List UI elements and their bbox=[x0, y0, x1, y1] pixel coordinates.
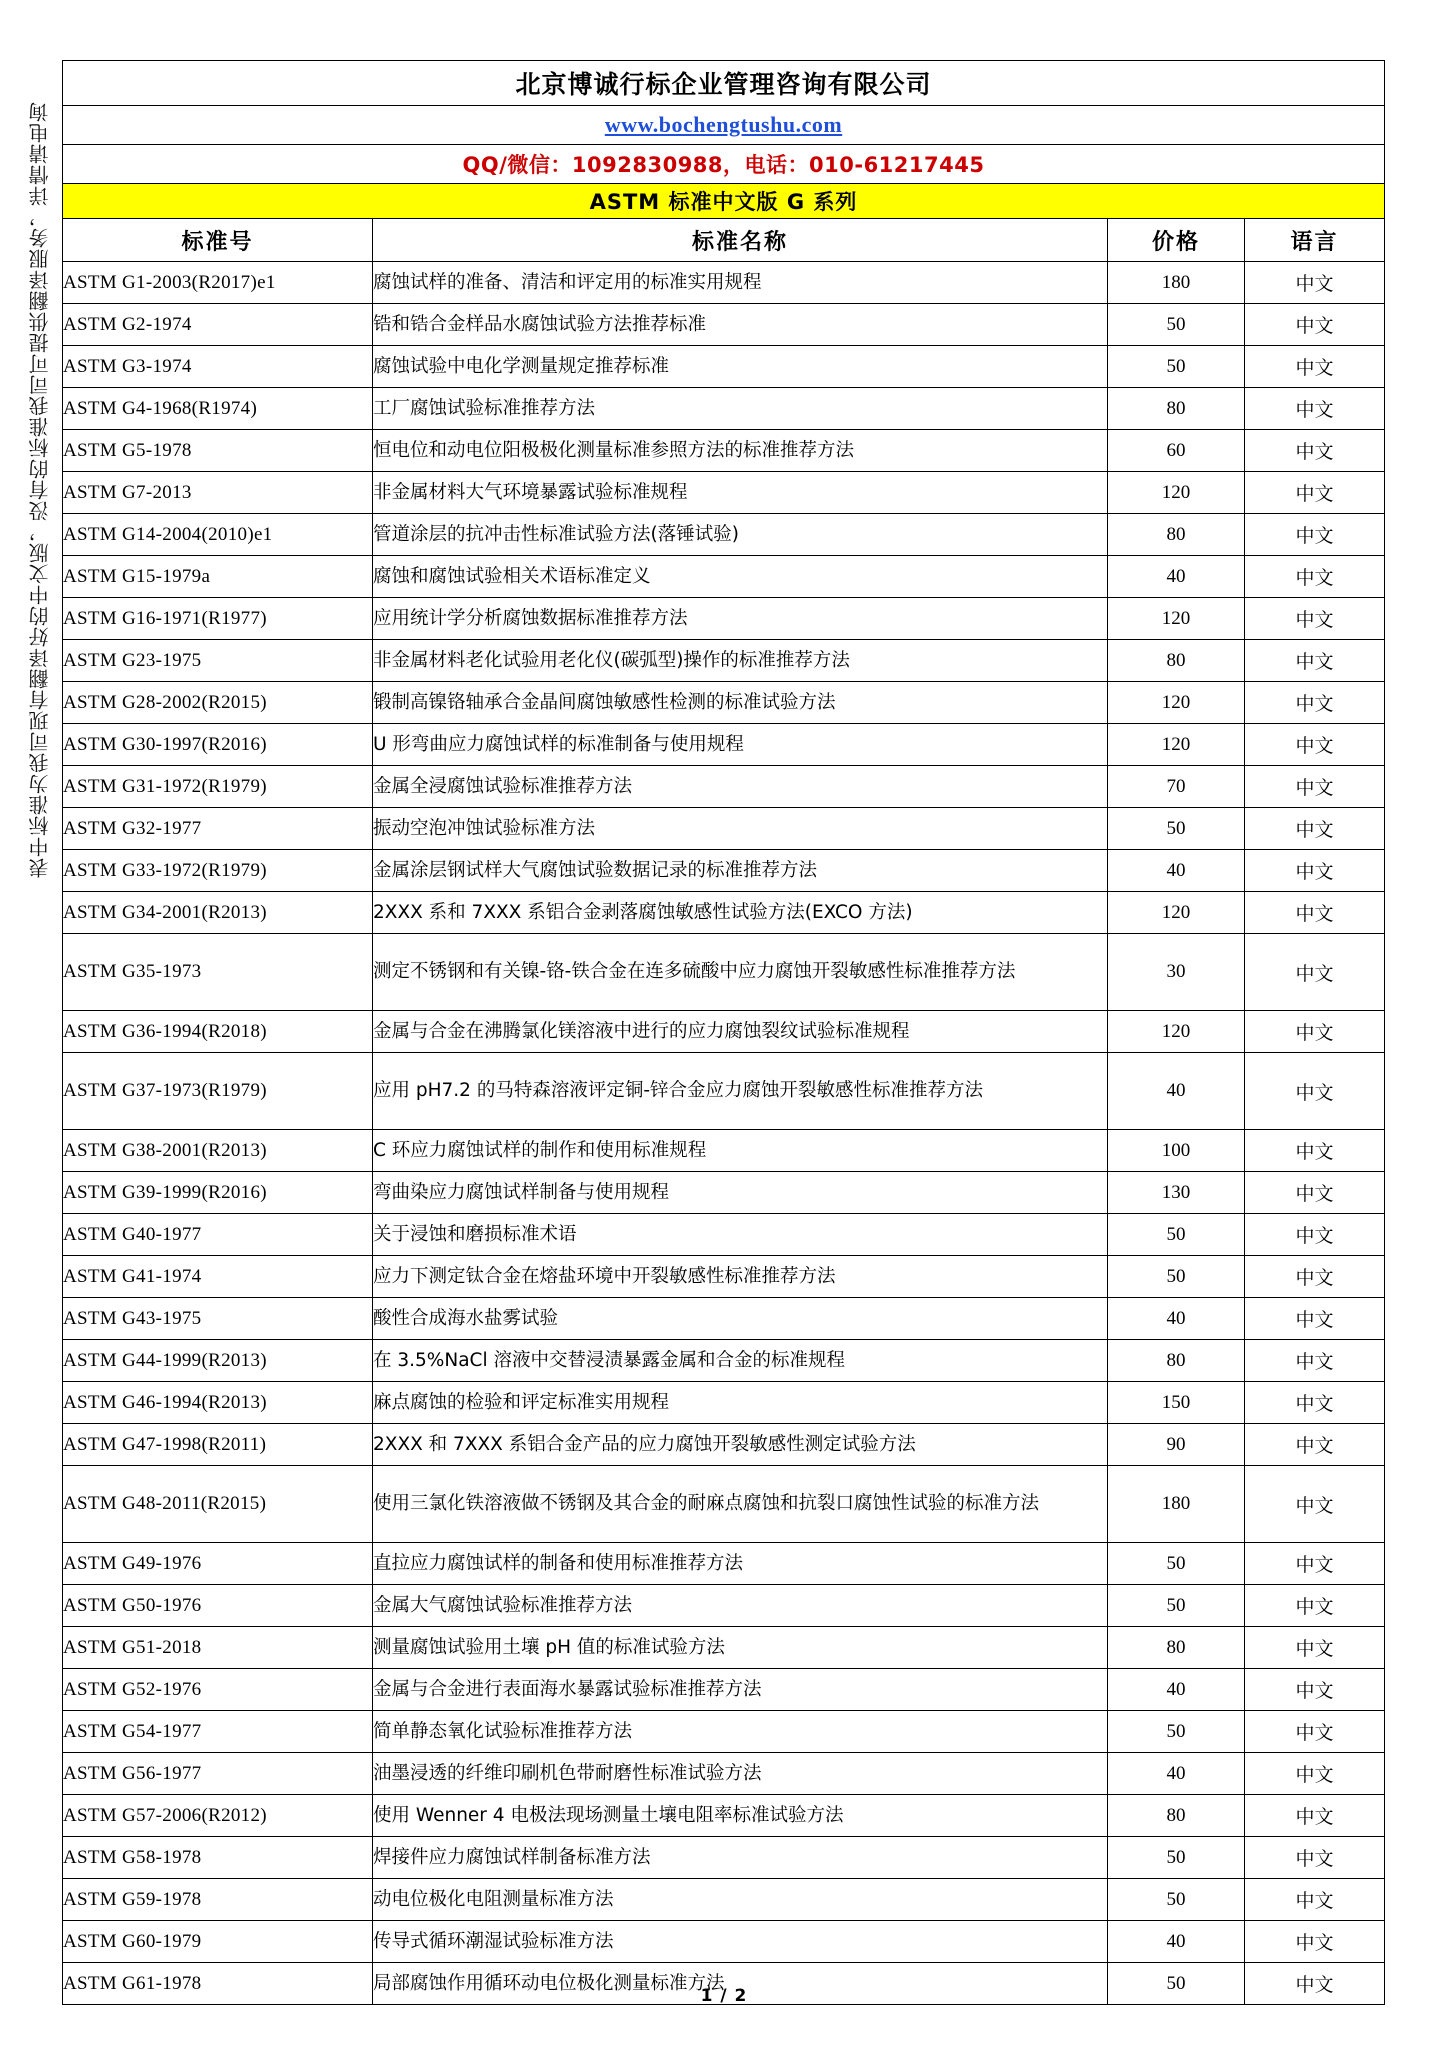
cell-standard-no: ASTM G14-2004(2010)e1 bbox=[63, 514, 373, 556]
cell-language: 中文 bbox=[1245, 934, 1385, 1011]
cell-language: 中文 bbox=[1245, 1382, 1385, 1424]
cell-standard-no: ASTM G16-1971(R1977) bbox=[63, 598, 373, 640]
cell-language: 中文 bbox=[1245, 1879, 1385, 1921]
cell-price: 120 bbox=[1108, 892, 1245, 934]
cell-standard-no: ASTM G59-1978 bbox=[63, 1879, 373, 1921]
cell-standard-no: ASTM G54-1977 bbox=[63, 1711, 373, 1753]
cell-standard-no: ASTM G15-1979a bbox=[63, 556, 373, 598]
cell-language: 中文 bbox=[1245, 724, 1385, 766]
cell-language: 中文 bbox=[1245, 808, 1385, 850]
table-row bbox=[63, 1298, 1385, 1340]
cell-price: 40 bbox=[1108, 1298, 1245, 1340]
cell-standard-name: 腐蚀和腐蚀试验相关术语标准定义 bbox=[373, 556, 1108, 598]
cell-standard-no: ASTM G57-2006(R2012) bbox=[63, 1795, 373, 1837]
column-header-price: 价格 bbox=[1108, 219, 1245, 262]
cell-standard-no: ASTM G35-1973 bbox=[63, 934, 373, 1011]
cell-standard-no: ASTM G50-1976 bbox=[63, 1585, 373, 1627]
cell-standard-no: ASTM G52-1976 bbox=[63, 1669, 373, 1711]
cell-standard-no: ASTM G1-2003(R2017)e1 bbox=[63, 262, 373, 304]
cell-language: 中文 bbox=[1245, 640, 1385, 682]
cell-price: 40 bbox=[1108, 850, 1245, 892]
cell-standard-no: ASTM G44-1999(R2013) bbox=[63, 1340, 373, 1382]
cell-standard-name: 油墨浸透的纤维印刷机色带耐磨性标准试验方法 bbox=[373, 1753, 1108, 1795]
table-row bbox=[63, 1543, 1385, 1585]
table-row bbox=[63, 430, 1385, 472]
cell-standard-name: 传导式循环潮湿试验标准方法 bbox=[373, 1921, 1108, 1963]
cell-standard-no: ASTM G31-1972(R1979) bbox=[63, 766, 373, 808]
cell-price: 150 bbox=[1108, 1382, 1245, 1424]
vertical-side-note: 表中标准为我司现有翻译好的中文版，没有的标准我司可提供翻译服务，详情请电询 bbox=[28, 101, 52, 878]
cell-standard-name: 恒电位和动电位阳极极化测量标准参照方法的标准推荐方法 bbox=[373, 430, 1108, 472]
table-row bbox=[63, 388, 1385, 430]
cell-price: 120 bbox=[1108, 724, 1245, 766]
cell-price: 80 bbox=[1108, 514, 1245, 556]
cell-price: 100 bbox=[1108, 1130, 1245, 1172]
cell-standard-name: 局部腐蚀作用循环动电位极化测量标准方法 bbox=[373, 1963, 1108, 2005]
table-row bbox=[63, 1837, 1385, 1879]
standards-table bbox=[62, 60, 1385, 2005]
cell-language: 中文 bbox=[1245, 1053, 1385, 1130]
website-cell bbox=[63, 106, 1385, 145]
table-row bbox=[63, 598, 1385, 640]
table-row bbox=[63, 724, 1385, 766]
cell-standard-name: 金属全浸腐蚀试验标准推荐方法 bbox=[373, 766, 1108, 808]
cell-standard-name: 关于浸蚀和磨损标准术语 bbox=[373, 1214, 1108, 1256]
cell-standard-no: ASTM G2-1974 bbox=[63, 304, 373, 346]
cell-language: 中文 bbox=[1245, 1340, 1385, 1382]
cell-standard-no: ASTM G41-1974 bbox=[63, 1256, 373, 1298]
table-row bbox=[63, 1466, 1385, 1543]
table-row bbox=[63, 1053, 1385, 1130]
contact-info: QQ/微信：1092830988，电话：010-61217445 bbox=[63, 145, 1385, 184]
cell-language: 中文 bbox=[1245, 1795, 1385, 1837]
cell-standard-no: ASTM G47-1998(R2011) bbox=[63, 1424, 373, 1466]
cell-standard-no: ASTM G39-1999(R2016) bbox=[63, 1172, 373, 1214]
cell-standard-name: 麻点腐蚀的检验和评定标准实用规程 bbox=[373, 1382, 1108, 1424]
cell-standard-name: 管道涂层的抗冲击性标准试验方法(落锤试验) bbox=[373, 514, 1108, 556]
cell-price: 30 bbox=[1108, 934, 1245, 1011]
cell-language: 中文 bbox=[1245, 1753, 1385, 1795]
cell-language: 中文 bbox=[1245, 556, 1385, 598]
table-row bbox=[63, 1382, 1385, 1424]
cell-standard-no: ASTM G40-1977 bbox=[63, 1214, 373, 1256]
cell-price: 70 bbox=[1108, 766, 1245, 808]
table-row bbox=[63, 1214, 1385, 1256]
cell-language: 中文 bbox=[1245, 1130, 1385, 1172]
table-row bbox=[63, 1795, 1385, 1837]
cell-language: 中文 bbox=[1245, 1298, 1385, 1340]
cell-standard-no: ASTM G49-1976 bbox=[63, 1543, 373, 1585]
cell-standard-name: 腐蚀试验中电化学测量规定推荐标准 bbox=[373, 346, 1108, 388]
cell-price: 120 bbox=[1108, 472, 1245, 514]
cell-standard-name: 锆和锆合金样品水腐蚀试验方法推荐标准 bbox=[373, 304, 1108, 346]
cell-price: 40 bbox=[1108, 1669, 1245, 1711]
cell-standard-name: 金属与合金在沸腾氯化镁溶液中进行的应力腐蚀裂纹试验标准规程 bbox=[373, 1011, 1108, 1053]
cell-language: 中文 bbox=[1245, 1837, 1385, 1879]
cell-standard-no: ASTM G28-2002(R2015) bbox=[63, 682, 373, 724]
cell-language: 中文 bbox=[1245, 430, 1385, 472]
cell-price: 40 bbox=[1108, 556, 1245, 598]
cell-standard-name: 应用 pH7.2 的马特森溶液评定铜-锌合金应力腐蚀开裂敏感性标准推荐方法 bbox=[373, 1053, 1108, 1130]
cell-standard-name: 金属涂层钢试样大气腐蚀试验数据记录的标准推荐方法 bbox=[373, 850, 1108, 892]
table-row bbox=[63, 1256, 1385, 1298]
table-row bbox=[63, 808, 1385, 850]
cell-price: 40 bbox=[1108, 1921, 1245, 1963]
cell-language: 中文 bbox=[1245, 472, 1385, 514]
cell-standard-no: ASTM G7-2013 bbox=[63, 472, 373, 514]
cell-price: 180 bbox=[1108, 262, 1245, 304]
cell-language: 中文 bbox=[1245, 598, 1385, 640]
cell-language: 中文 bbox=[1245, 1711, 1385, 1753]
cell-language: 中文 bbox=[1245, 1424, 1385, 1466]
cell-language: 中文 bbox=[1245, 1172, 1385, 1214]
column-header-standard-no: 标准号 bbox=[63, 219, 373, 262]
cell-standard-name: 酸性合成海水盐雾试验 bbox=[373, 1298, 1108, 1340]
cell-standard-name: 使用 Wenner 4 电极法现场测量土壤电阻率标准试验方法 bbox=[373, 1795, 1108, 1837]
cell-price: 120 bbox=[1108, 598, 1245, 640]
cell-standard-name: 应力下测定钛合金在熔盐环境中开裂敏感性标准推荐方法 bbox=[373, 1256, 1108, 1298]
cell-standard-name: 焊接件应力腐蚀试样制备标准方法 bbox=[373, 1837, 1108, 1879]
cell-standard-no: ASTM G36-1994(R2018) bbox=[63, 1011, 373, 1053]
cell-language: 中文 bbox=[1245, 304, 1385, 346]
cell-standard-name: 简单静态氧化试验标准推荐方法 bbox=[373, 1711, 1108, 1753]
table-row bbox=[63, 1879, 1385, 1921]
table-row bbox=[63, 262, 1385, 304]
cell-standard-no: ASTM G34-2001(R2013) bbox=[63, 892, 373, 934]
cell-standard-no: ASTM G23-1975 bbox=[63, 640, 373, 682]
cell-language: 中文 bbox=[1245, 892, 1385, 934]
cell-language: 中文 bbox=[1245, 1543, 1385, 1585]
page-indicator: 1 / 2 bbox=[700, 1986, 748, 2006]
cell-standard-name: 直拉应力腐蚀试样的制备和使用标准推荐方法 bbox=[373, 1543, 1108, 1585]
table-row bbox=[63, 1130, 1385, 1172]
table-row bbox=[63, 1011, 1385, 1053]
cell-standard-name: 2XXX 和 7XXX 系铝合金产品的应力腐蚀开裂敏感性测定试验方法 bbox=[373, 1424, 1108, 1466]
table-row bbox=[63, 766, 1385, 808]
cell-price: 50 bbox=[1108, 304, 1245, 346]
cell-standard-name: 弯曲染应力腐蚀试样制备与使用规程 bbox=[373, 1172, 1108, 1214]
cell-language: 中文 bbox=[1245, 766, 1385, 808]
cell-price: 50 bbox=[1108, 1879, 1245, 1921]
table-row bbox=[63, 346, 1385, 388]
cell-language: 中文 bbox=[1245, 1466, 1385, 1543]
cell-language: 中文 bbox=[1245, 1214, 1385, 1256]
cell-standard-no: ASTM G38-2001(R2013) bbox=[63, 1130, 373, 1172]
website-link[interactable]: www.bochengtushu.com bbox=[604, 112, 843, 137]
cell-standard-name: 非金属材料老化试验用老化仪(碳弧型)操作的标准推荐方法 bbox=[373, 640, 1108, 682]
cell-language: 中文 bbox=[1245, 682, 1385, 724]
table-row bbox=[63, 304, 1385, 346]
cell-language: 中文 bbox=[1245, 1669, 1385, 1711]
table-row bbox=[63, 472, 1385, 514]
cell-standard-no: ASTM G58-1978 bbox=[63, 1837, 373, 1879]
cell-price: 50 bbox=[1108, 1543, 1245, 1585]
table-row bbox=[63, 1585, 1385, 1627]
cell-standard-no: ASTM G5-1978 bbox=[63, 430, 373, 472]
column-header-standard-name: 标准名称 bbox=[373, 219, 1108, 262]
cell-price: 180 bbox=[1108, 1466, 1245, 1543]
table-row bbox=[63, 1669, 1385, 1711]
table-row bbox=[63, 556, 1385, 598]
cell-standard-name: U 形弯曲应力腐蚀试样的标准制备与使用规程 bbox=[373, 724, 1108, 766]
table-row bbox=[63, 1340, 1385, 1382]
company-name: 北京博诚行标企业管理咨询有限公司 bbox=[63, 61, 1385, 106]
cell-standard-name: 工厂腐蚀试验标准推荐方法 bbox=[373, 388, 1108, 430]
table-row bbox=[63, 1753, 1385, 1795]
cell-price: 80 bbox=[1108, 388, 1245, 430]
cell-price: 90 bbox=[1108, 1424, 1245, 1466]
cell-language: 中文 bbox=[1245, 1585, 1385, 1627]
cell-language: 中文 bbox=[1245, 388, 1385, 430]
table-body bbox=[63, 61, 1385, 2005]
column-header-row bbox=[63, 219, 1385, 262]
cell-standard-no: ASTM G37-1973(R1979) bbox=[63, 1053, 373, 1130]
table-row bbox=[63, 682, 1385, 724]
cell-standard-name: 振动空泡冲蚀试验标准方法 bbox=[373, 808, 1108, 850]
table-row bbox=[63, 640, 1385, 682]
cell-price: 50 bbox=[1108, 1711, 1245, 1753]
cell-language: 中文 bbox=[1245, 1627, 1385, 1669]
table-row bbox=[63, 514, 1385, 556]
table-row bbox=[63, 1424, 1385, 1466]
table-row bbox=[63, 850, 1385, 892]
contact-header-row bbox=[63, 145, 1385, 184]
cell-language: 中文 bbox=[1245, 1256, 1385, 1298]
cell-price: 130 bbox=[1108, 1172, 1245, 1214]
cell-standard-no: ASTM G32-1977 bbox=[63, 808, 373, 850]
cell-language: 中文 bbox=[1245, 1921, 1385, 1963]
cell-standard-no: ASTM G61-1978 bbox=[63, 1963, 373, 2005]
cell-price: 50 bbox=[1108, 1963, 1245, 2005]
cell-standard-name: 测量腐蚀试验用土壤 pH 值的标准试验方法 bbox=[373, 1627, 1108, 1669]
series-title-row bbox=[63, 184, 1385, 219]
cell-standard-no: ASTM G4-1968(R1974) bbox=[63, 388, 373, 430]
cell-language: 中文 bbox=[1245, 514, 1385, 556]
cell-standard-name: 使用三氯化铁溶液做不锈钢及其合金的耐麻点腐蚀和抗裂口腐蚀性试验的标准方法 bbox=[373, 1466, 1108, 1543]
cell-standard-name: 金属与合金进行表面海水暴露试验标准推荐方法 bbox=[373, 1669, 1108, 1711]
cell-price: 50 bbox=[1108, 346, 1245, 388]
cell-price: 80 bbox=[1108, 1627, 1245, 1669]
table-row bbox=[63, 1172, 1385, 1214]
cell-price: 50 bbox=[1108, 1837, 1245, 1879]
cell-standard-name: 测定不锈钢和有关镍-铬-铁合金在连多硫酸中应力腐蚀开裂敏感性标准推荐方法 bbox=[373, 934, 1108, 1011]
table-row bbox=[63, 892, 1385, 934]
table-row bbox=[63, 934, 1385, 1011]
cell-language: 中文 bbox=[1245, 262, 1385, 304]
cell-price: 50 bbox=[1108, 1256, 1245, 1298]
company-header-row bbox=[63, 61, 1385, 106]
cell-standard-name: 在 3.5%NaCl 溶液中交替浸渍暴露金属和合金的标准规程 bbox=[373, 1340, 1108, 1382]
cell-standard-name: 动电位极化电阻测量标准方法 bbox=[373, 1879, 1108, 1921]
cell-standard-no: ASTM G30-1997(R2016) bbox=[63, 724, 373, 766]
table-row bbox=[63, 1711, 1385, 1753]
cell-standard-name: 非金属材料大气环境暴露试验标准规程 bbox=[373, 472, 1108, 514]
cell-price: 80 bbox=[1108, 1340, 1245, 1382]
cell-language: 中文 bbox=[1245, 850, 1385, 892]
cell-price: 60 bbox=[1108, 430, 1245, 472]
cell-standard-no: ASTM G60-1979 bbox=[63, 1921, 373, 1963]
cell-standard-no: ASTM G51-2018 bbox=[63, 1627, 373, 1669]
series-title: ASTM 标准中文版 G 系列 bbox=[63, 184, 1385, 219]
cell-price: 80 bbox=[1108, 640, 1245, 682]
column-header-language: 语言 bbox=[1245, 219, 1385, 262]
cell-standard-no: ASTM G33-1972(R1979) bbox=[63, 850, 373, 892]
cell-standard-name: 2XXX 系和 7XXX 系铝合金剥落腐蚀敏感性试验方法(EXCO 方法) bbox=[373, 892, 1108, 934]
cell-standard-no: ASTM G56-1977 bbox=[63, 1753, 373, 1795]
cell-language: 中文 bbox=[1245, 1963, 1385, 2005]
cell-language: 中文 bbox=[1245, 1011, 1385, 1053]
cell-price: 120 bbox=[1108, 1011, 1245, 1053]
cell-price: 50 bbox=[1108, 1214, 1245, 1256]
cell-standard-name: C 环应力腐蚀试样的制作和使用标准规程 bbox=[373, 1130, 1108, 1172]
cell-language: 中文 bbox=[1245, 346, 1385, 388]
cell-price: 50 bbox=[1108, 1585, 1245, 1627]
cell-standard-no: ASTM G43-1975 bbox=[63, 1298, 373, 1340]
cell-price: 50 bbox=[1108, 808, 1245, 850]
cell-standard-no: ASTM G46-1994(R2013) bbox=[63, 1382, 373, 1424]
cell-standard-name: 腐蚀试样的准备、清洁和评定用的标准实用规程 bbox=[373, 262, 1108, 304]
cell-standard-name: 应用统计学分析腐蚀数据标准推荐方法 bbox=[373, 598, 1108, 640]
cell-standard-name: 金属大气腐蚀试验标准推荐方法 bbox=[373, 1585, 1108, 1627]
website-header-row bbox=[63, 106, 1385, 145]
cell-price: 40 bbox=[1108, 1053, 1245, 1130]
table-row bbox=[63, 1627, 1385, 1669]
table-row bbox=[63, 1921, 1385, 1963]
cell-price: 80 bbox=[1108, 1795, 1245, 1837]
cell-standard-no: ASTM G48-2011(R2015) bbox=[63, 1466, 373, 1543]
cell-price: 40 bbox=[1108, 1753, 1245, 1795]
cell-price: 120 bbox=[1108, 682, 1245, 724]
cell-standard-no: ASTM G3-1974 bbox=[63, 346, 373, 388]
cell-standard-name: 锻制高镍铬轴承合金晶间腐蚀敏感性检测的标准试验方法 bbox=[373, 682, 1108, 724]
